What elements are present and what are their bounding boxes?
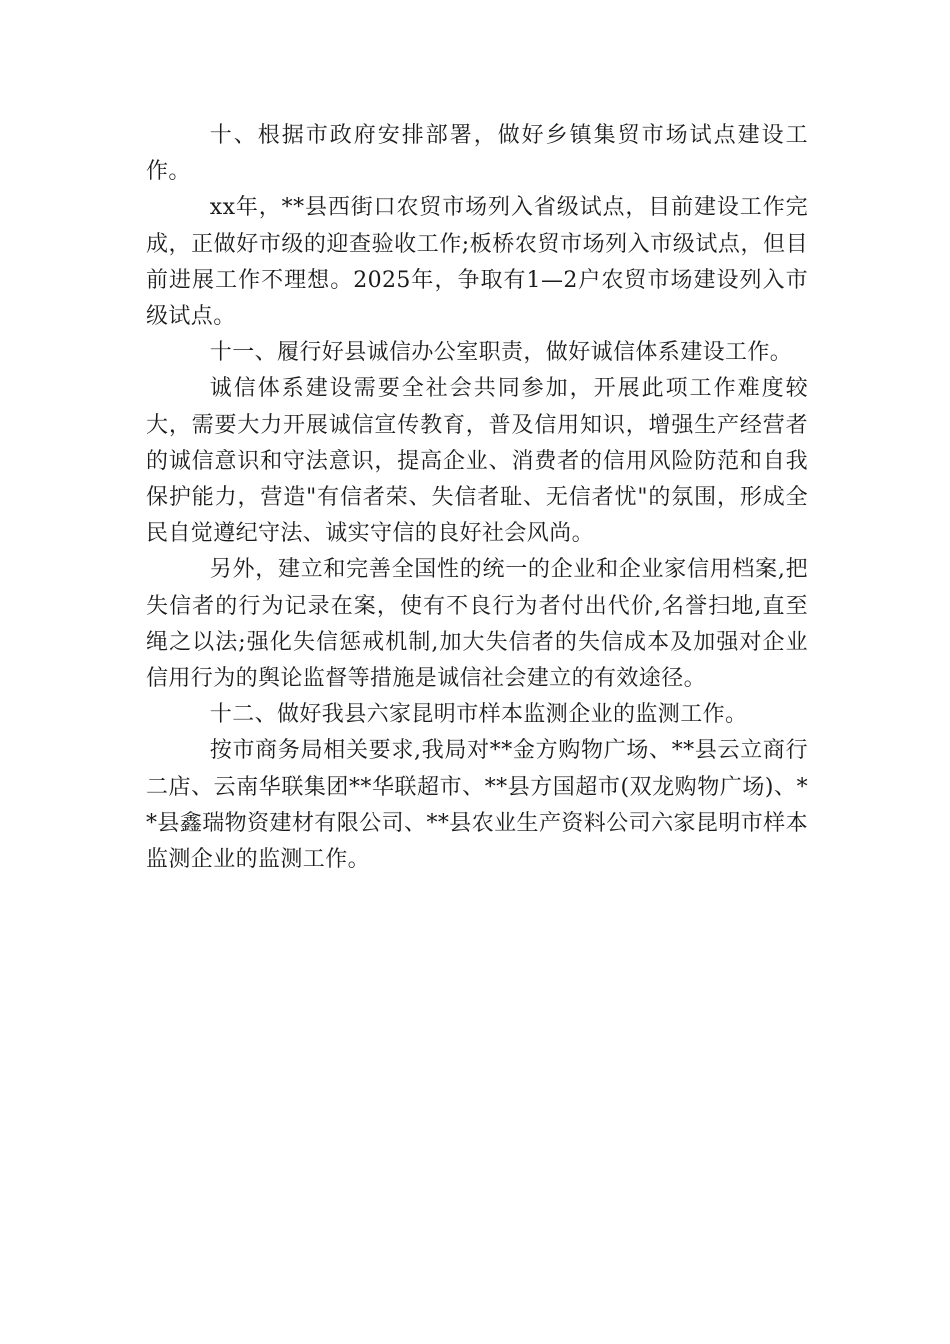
document-body — [146, 118, 808, 878]
paragraph-credit-archive: 另外，建立和完善全国性的统一的企业和企业家信用档案,把失信者的行为记录在案，使有不良行为者付出代价,名誉扫地,直至绳之以法;强化失信惩戒机制,加大失信者的失信成本及加强对企业信用行为的舆论监督等措施是诚信社会建立的有效途径。 — [146, 557, 808, 692]
paragraph-credit-system: 诚信体系建设需要全社会共同参加，开展此项工作难度较大，需要大力开展诚信宣传教育，普及信用知识，增强生产经营者的诚信意识和守法意识，提高企业、消费者的信用风险防范和自我保护能力，营造"有信者荣、失信者耻、无信者忧"的氛围，形成全民自觉遵纪守法、诚实守信的良好社会风尚。 — [146, 376, 808, 547]
section-heading-10: 十、根据市政府安排部署，做好乡镇集贸市场试点建设工作。 — [146, 123, 808, 185]
section-heading-11: 十一、履行好县诚信办公室职责，做好诚信体系建设工作。 — [209, 340, 793, 366]
section-heading-12: 十二、做好我县六家昆明市样本监测企业的监测工作。 — [209, 702, 748, 728]
paragraph-market-pilot: xx年，**县西街口农贸市场列入省级试点，目前建设工作完成，正做好市级的迎查验收工作;板桥农贸市场列入市级试点，但目前进展工作不理想。2025年，争取有1—2户农贸市场建设列入市级试点。 — [146, 195, 808, 330]
paragraph-monitoring-enterprises: 按市商务局相关要求,我局对**金方购物广场、**县云立商行二店、云南华联集团**华联超市、**县方国超市(双龙购物广场)、**县鑫瑞物资建材有限公司、**县农业生产资料公司六家昆明市样本监测企业的监测工作。 — [146, 738, 808, 873]
